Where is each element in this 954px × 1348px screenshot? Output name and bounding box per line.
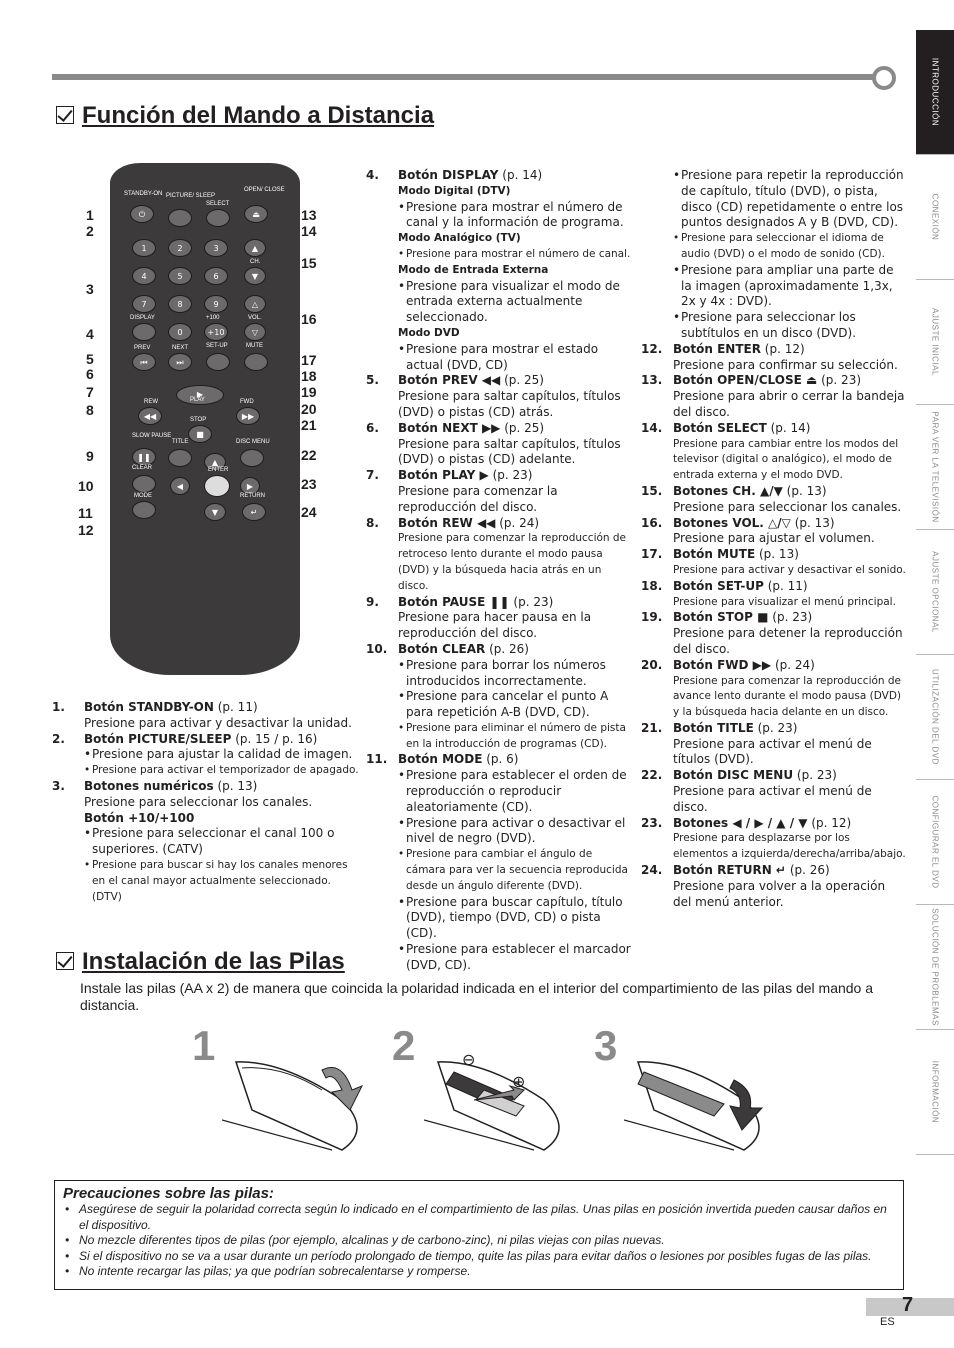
item-11: 11. Botón MODE (p. 6) • Presione para establecer el orden de reproducción o reproducir aleatoriamente (CD). • Presione para activar o desactivar el nivel de negro (DVD). • Presione para cambiar el ángulo de cámara para ver la secuencia reproducida desde un ángulo diferente (DVD). • Presione para buscar capítulo, título (DVD), tiempo (DVD, CD) o pista (CD). • Presione para establecer el marcador (DVD, CD). bbox=[366, 752, 634, 973]
callout-9: 9 bbox=[86, 448, 94, 464]
minus-icon: ⊖ bbox=[462, 1050, 476, 1069]
item-21: 21. Botón TITLE (p. 23) Presione para activar el menú de títulos (DVD). bbox=[641, 720, 872, 767]
digit-3[interactable]: 3 bbox=[204, 239, 228, 257]
item-23: 23. Botones ◀ / ▶ / ▲ / ▼ (p. 12) Presione para desplazarse por los elementos a izquierda/derecha/arriba/abajo. bbox=[641, 815, 906, 861]
play-icon[interactable]: ▶ bbox=[176, 385, 224, 405]
display-button[interactable] bbox=[132, 323, 156, 341]
tab-utilizacion-dvd[interactable]: UTILIZACIÓN DEL DVD bbox=[916, 655, 954, 780]
digit-0[interactable]: 0 bbox=[168, 323, 192, 341]
item-24: 24. Botón RETURN ↵ (p. 26) Presione para volver a la operación del menú anterior. bbox=[641, 863, 886, 909]
enter-button[interactable] bbox=[204, 475, 230, 497]
label-play: PLAY bbox=[190, 397, 205, 403]
item-5: 5. Botón PREV ◀◀ (p. 25) Presione para saltar capítulos, títulos (DVD) o pistas (CD) atrás. bbox=[366, 373, 621, 419]
label-rew: REW bbox=[144, 399, 158, 405]
label-prev: PREV bbox=[134, 345, 151, 351]
item-15: 15. Botones CH. ▲/▼ (p. 13) Presione para seleccionar los canales. bbox=[641, 483, 902, 514]
precaution-item: • Asegúrese de seguir la polaridad correcta según lo indicado en el compartimiento de las pilas. Unas pilas en posición invertida pueden causar daños en el dispositivo. bbox=[63, 1202, 895, 1233]
left-arrow-icon[interactable]: ◀ bbox=[170, 477, 190, 495]
tab-ajuste-inicial[interactable]: AJUSTE INICIAL bbox=[916, 280, 954, 405]
item-2: 2. Botón PICTURE/SLEEP (p. 15 / p. 16) • Presione para ajustar la calidad de imagen. • Presione para activar el temporizador de apagado. bbox=[52, 732, 362, 779]
label-clear: CLEAR bbox=[132, 465, 153, 471]
callout-22: 22 bbox=[301, 447, 317, 463]
power-icon[interactable]: ⏻ bbox=[130, 205, 154, 223]
digit-7[interactable]: 7 bbox=[132, 295, 156, 313]
label-open: OPEN/ CLOSE bbox=[244, 187, 285, 193]
step-1-illustration bbox=[222, 1050, 372, 1170]
disc-menu-button[interactable] bbox=[240, 449, 264, 467]
item-18: 18. Botón SET-UP (p. 11) Presione para visualizar el menú principal. bbox=[641, 578, 896, 608]
label-fwd: FWD bbox=[240, 399, 254, 405]
remote-illustration bbox=[110, 163, 300, 675]
ch-down-icon[interactable]: ▼ bbox=[244, 267, 266, 285]
picture-button[interactable] bbox=[168, 209, 192, 227]
right-arrow-icon[interactable]: ▶ bbox=[240, 477, 260, 495]
label-stop: STOP bbox=[190, 417, 207, 423]
precaution-item: • No mezcle diferentes tipos de pilas (por ejemplo, alcalinas y de carbono-zinc), ni pilas viejas con pilas nuevas. bbox=[63, 1233, 895, 1249]
item-9: 9. Botón PAUSE ❚❚ (p. 23) Presione para hacer pausa en la reproducción del disco. bbox=[366, 594, 592, 641]
label-setup: SET-UP bbox=[206, 343, 228, 349]
precautions-title: Precauciones sobre las pilas: bbox=[63, 1185, 274, 1202]
item-10: 10. Botón CLEAR (p. 26) • Presione para borrar los números introducidos incorrectamente. • Presione para cancelar el punto A para repetición A-B (DVD, CD). • Presione para eliminar el número de pista en la introducción de programas (CD). bbox=[366, 642, 634, 753]
callout-19: 19 bbox=[301, 384, 317, 400]
select-button[interactable] bbox=[206, 209, 230, 227]
callout-11: 11 bbox=[78, 505, 93, 521]
up-arrow-icon[interactable]: ▲ bbox=[204, 453, 226, 471]
digit-5[interactable]: 5 bbox=[168, 267, 192, 285]
callout-2: 2 bbox=[86, 223, 94, 239]
tab-conexion[interactable]: CONEXIÓN bbox=[916, 155, 954, 280]
label-return: RETURN bbox=[240, 493, 265, 499]
vol-up-icon[interactable]: △ bbox=[244, 295, 266, 313]
eject-icon[interactable]: ⏏ bbox=[244, 205, 268, 223]
label-title: TITLE bbox=[172, 439, 189, 445]
callout-8: 8 bbox=[86, 402, 94, 418]
item-12: 12. Botón ENTER (p. 12) Presione para confirmar su selección. bbox=[641, 341, 898, 372]
label-picture: PICTURE/ SLEEP bbox=[166, 193, 216, 199]
label-plus100: +100 bbox=[206, 315, 220, 321]
precautions-box bbox=[54, 1180, 904, 1290]
mode-continued: • Presione para repetir la reproducción de capítulo, título (DVD), o pista, disco (CD) repetidamente o entre los puntos designados A y B (DVD, CD). • Presione para seleccionar el idioma de audio (DVD) o el modo de sonido (CD). • Presione para ampliar una parte de la imagen (aproximadamente 1,3x, 2x y 4x : DVD). • Presione para seleccionar los subtítulos en un disco (DVD). bbox=[641, 168, 907, 342]
item-16: 16. Botones VOL. △/▽ (p. 13) Presione para ajustar el volumen. bbox=[641, 515, 875, 546]
plus10-button[interactable]: +10 bbox=[204, 323, 228, 341]
callout-16: 16 bbox=[301, 311, 317, 327]
step-3-number: 3 bbox=[594, 1022, 618, 1069]
digit-8[interactable]: 8 bbox=[168, 295, 192, 313]
label-mode: MODE bbox=[134, 493, 152, 499]
label-next: NEXT bbox=[172, 345, 189, 351]
plus-icon: ⊕ bbox=[512, 1072, 526, 1091]
down-arrow-icon[interactable]: ▼ bbox=[204, 503, 226, 521]
return-icon[interactable]: ↵ bbox=[242, 503, 266, 521]
tab-informacion[interactable]: INFORMACIÓN bbox=[916, 1030, 954, 1155]
setup-button[interactable] bbox=[206, 353, 230, 371]
item-6: 6. Botón NEXT ▶▶ (p. 25) Presione para saltar capítulos, títulos (DVD) o pistas (CD) adelante. bbox=[366, 420, 621, 467]
item-19: 19. Botón STOP ■ (p. 23) Presione para detener la reproducción del disco. bbox=[641, 610, 903, 656]
label-disc-menu: DISC MENU bbox=[236, 439, 270, 445]
label-enter: ENTER bbox=[208, 467, 229, 473]
tab-ajuste-opcional[interactable]: AJUSTE OPCIONAL bbox=[916, 530, 954, 655]
ch-up-icon[interactable]: ▲ bbox=[244, 239, 266, 257]
callout-5: 5 bbox=[86, 351, 94, 367]
callout-1: 1 bbox=[86, 207, 94, 223]
step-1-number: 1 bbox=[192, 1022, 216, 1069]
item-7: 7. Botón PLAY ▶ (p. 23) Presione para comenzar la reproducción del disco. bbox=[366, 468, 558, 514]
item-22: 22. Botón DISC MENU (p. 23) Presione para activar el menú de disco. bbox=[641, 768, 872, 814]
digit-1[interactable]: 1 bbox=[132, 239, 156, 257]
label-slow-pause: SLOW PAUSE bbox=[132, 433, 172, 439]
item-20: 20. Botón FWD ▶▶ (p. 24) Presione para comenzar la reproducción de avance lento durante el modo pausa (DVD) y la búsqueda hacia delante en un disco. bbox=[641, 657, 902, 719]
tab-introduccion[interactable]: INTRODUCCIÓN bbox=[916, 30, 954, 155]
item-13: 13. Botón OPEN/CLOSE ⏏ (p. 23) Presione para abrir o cerrar la bandeja del disco. bbox=[641, 373, 905, 419]
callout-24: 24 bbox=[301, 504, 317, 520]
stop-icon[interactable]: ■ bbox=[188, 425, 212, 443]
mute-button[interactable] bbox=[244, 353, 268, 371]
callout-20: 20 bbox=[301, 401, 317, 417]
step-2-number: 2 bbox=[392, 1022, 416, 1069]
digit-4[interactable]: 4 bbox=[132, 267, 156, 285]
label-select: SELECT bbox=[206, 201, 230, 207]
checkbox-icon bbox=[56, 952, 74, 970]
callout-12: 12 bbox=[78, 522, 94, 538]
column-2 bbox=[366, 168, 634, 974]
title-button[interactable] bbox=[168, 449, 192, 467]
step-3-illustration bbox=[624, 1050, 774, 1170]
rew-icon[interactable]: ◀◀ bbox=[138, 407, 162, 425]
precaution-item: • Si el dispositivo no se va a usar durante un período prolongado de tiempo, quite las pilas para evitar daños o lesiones por posibles fugas de las pilas. bbox=[63, 1249, 895, 1265]
checkbox-icon bbox=[56, 106, 74, 124]
tab-configurar-dvd[interactable]: CONFIGURAR EL DVD bbox=[916, 780, 954, 905]
callout-17: 17 bbox=[301, 352, 317, 368]
digit-6[interactable]: 6 bbox=[204, 267, 228, 285]
callout-13: 13 bbox=[301, 207, 317, 223]
prev-icon[interactable]: ⏮ bbox=[132, 353, 156, 371]
label-ch: CH. bbox=[250, 259, 261, 265]
item-14: 14. Botón SELECT (p. 14) Presione para cambiar entre los modos del televisor (digital o analógico), el modo de entrada externa y el modo DVD. bbox=[641, 420, 899, 482]
vol-down-icon[interactable]: ▽ bbox=[244, 323, 266, 341]
callout-14: 14 bbox=[301, 223, 317, 239]
header-circle bbox=[872, 66, 896, 90]
callout-6: 6 bbox=[86, 366, 94, 382]
tab-television[interactable]: PARA VER LA TELEVISIÓN bbox=[916, 405, 954, 530]
mode-button[interactable] bbox=[132, 501, 156, 519]
callout-15: 15 bbox=[301, 255, 317, 271]
column-3 bbox=[641, 168, 907, 910]
precaution-item: • No intente recargar las pilas; ya que podrían sobrecalentarse y romperse. bbox=[63, 1264, 895, 1280]
label-mute: MUTE bbox=[246, 343, 263, 349]
digit-9[interactable]: 9 bbox=[204, 295, 228, 313]
language-code: ES bbox=[880, 1316, 895, 1328]
step-2-illustration bbox=[424, 1050, 574, 1170]
digit-2[interactable]: 2 bbox=[168, 239, 192, 257]
next-icon[interactable]: ⏭ bbox=[168, 353, 192, 371]
item-17: 17. Botón MUTE (p. 13) Presione para activar y desactivar el sonido. bbox=[641, 547, 906, 576]
callout-21: 21 bbox=[301, 417, 317, 433]
item-1: 1. Botón STANDBY-ON (p. 11) Presione para activar y desactivar la unidad. bbox=[52, 700, 352, 730]
callout-4: 4 bbox=[86, 326, 94, 342]
header-rule bbox=[52, 74, 878, 80]
label-vol: VOL. bbox=[248, 315, 262, 321]
fwd-icon[interactable]: ▶▶ bbox=[236, 407, 260, 425]
clear-button[interactable] bbox=[132, 475, 156, 493]
column-1 bbox=[52, 700, 362, 905]
install-instructions: Instale las pilas (AA x 2) de manera que coincida la polaridad indicada en el interior del compartimiento de las pilas del mando a distancia. bbox=[80, 980, 874, 1013]
callout-23: 23 bbox=[301, 476, 317, 492]
section-title-batteries: Instalación de las Pilas bbox=[56, 948, 345, 976]
callout-7: 7 bbox=[86, 384, 94, 400]
callout-3: 3 bbox=[86, 281, 94, 297]
item-4: 4. Botón DISPLAY (p. 14) Modo Digital (DTV) • Presione para mostrar el número de canal y la información de programa. Modo Analógico (TV) • Presione para mostrar el número de canal. Modo de Entrada Externa • Presione para visualizar el modo de entrada externa actualmente seleccionado. Modo DVD • Presione para mostrar el estado actual (DVD, CD) bbox=[366, 168, 634, 373]
item-8: 8. Botón REW ◀◀ (p. 24) Presione para comenzar la reproducción de retroceso lento durante el modo pausa (DVD) y la búsqueda hacia atrás en un disco. bbox=[366, 515, 627, 592]
callout-10: 10 bbox=[78, 478, 94, 494]
item-3: 3. Botones numéricos (p. 13) Presione para seleccionar los canales. Botón +10/+100 • Presione para seleccionar el canal 100 o superiores. (CATV) • Presione para buscar si hay los canales menores en el canal mayor actualmente seleccionado. (DTV) bbox=[52, 779, 362, 905]
callout-18: 18 bbox=[301, 368, 317, 384]
label-standby: STANDBY-ON bbox=[124, 191, 163, 197]
pause-icon[interactable]: ❚❚ bbox=[132, 448, 156, 466]
label-display: DISPLAY bbox=[130, 315, 155, 321]
section-title-remote: Función del Mando a Distancia bbox=[56, 102, 434, 130]
page-number: 7 bbox=[902, 1294, 914, 1316]
tab-solucion[interactable]: SOLUCIÓN DE PROBLEMAS bbox=[916, 905, 954, 1030]
